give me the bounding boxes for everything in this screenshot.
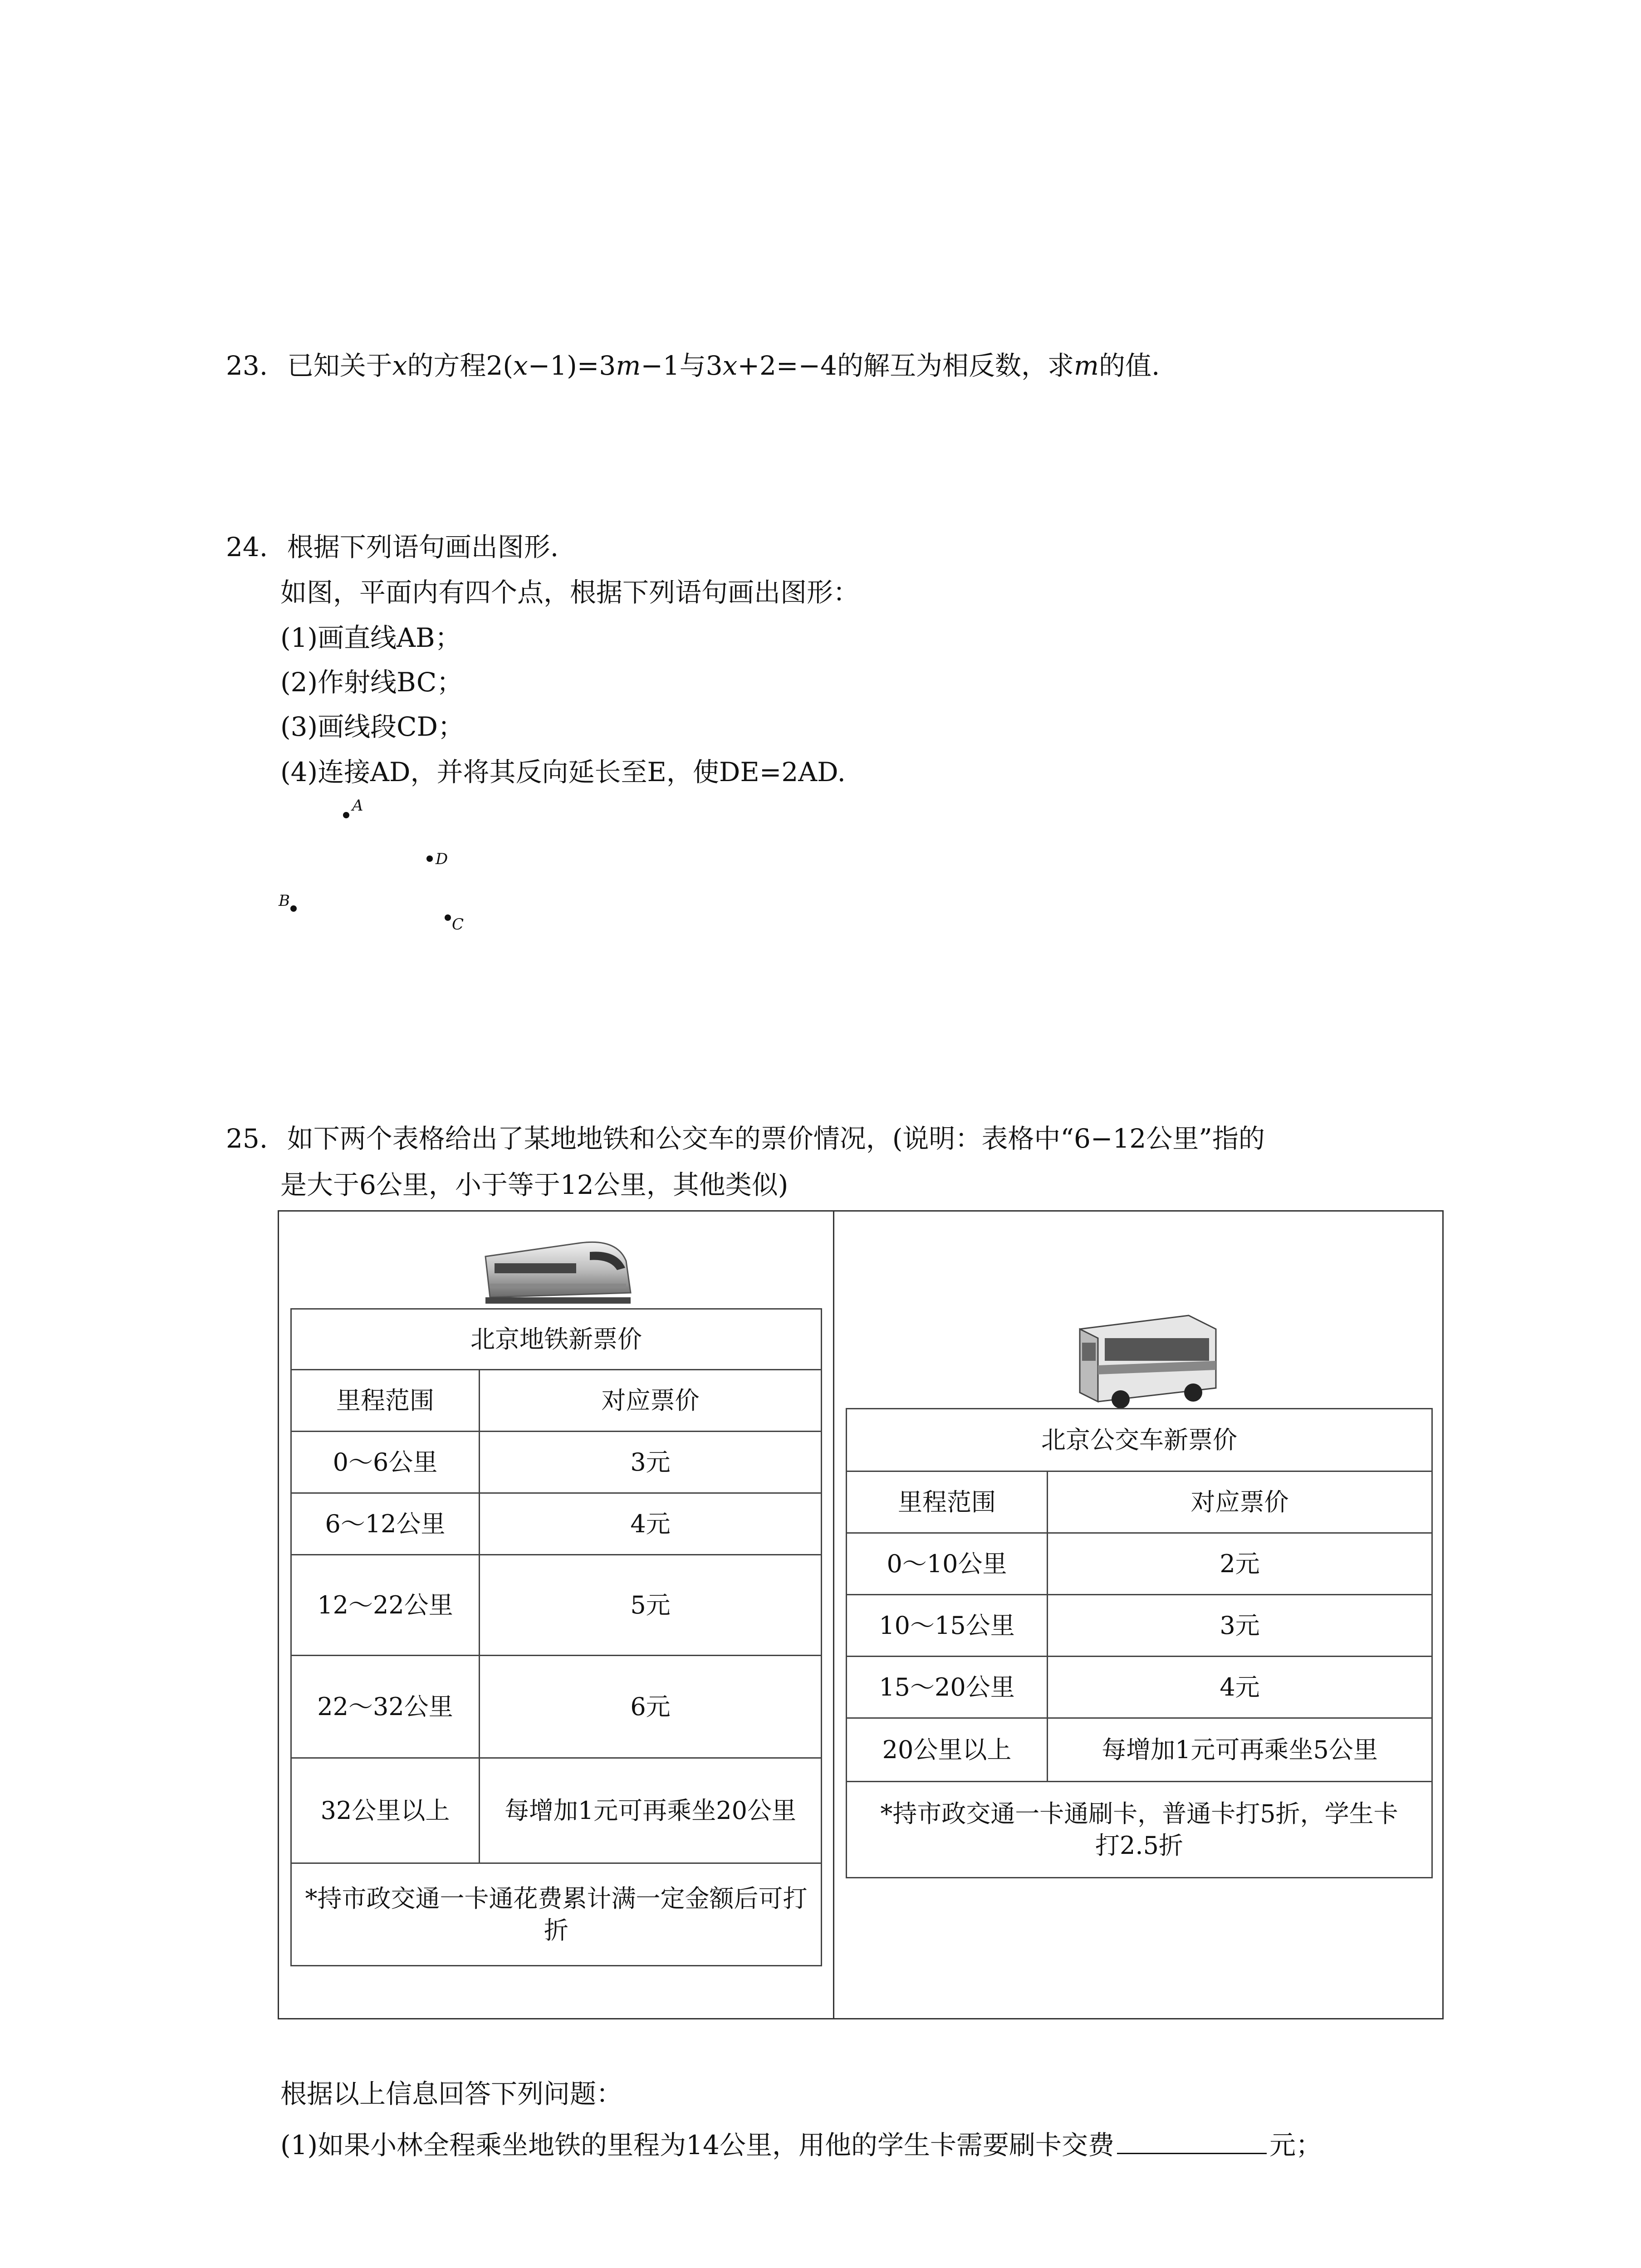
column-header: 对应票价 bbox=[480, 1370, 822, 1432]
column-header: 对应票价 bbox=[1048, 1471, 1432, 1533]
table-cell: 12～22公里 bbox=[291, 1555, 480, 1656]
point-b-dot bbox=[290, 905, 297, 912]
subway-fare-table bbox=[290, 1308, 822, 1966]
table-row bbox=[291, 1758, 822, 1863]
question-25-part-1: (1)如果小林全程乘坐地铁的里程为14公里，用他的学生卡需要刷卡交费 元； bbox=[280, 2127, 1322, 2161]
table-note: *持市政交通一卡通花费累计满一定金额后可打折 bbox=[291, 1863, 822, 1966]
point-d-dot bbox=[426, 855, 433, 862]
table-cell: 10～15公里 bbox=[847, 1595, 1048, 1657]
table-cell: 0～6公里 bbox=[291, 1432, 480, 1493]
table-row bbox=[291, 1555, 822, 1656]
answer-intro: 根据以上信息回答下列问题： bbox=[280, 2078, 623, 2109]
bus-fare-table bbox=[846, 1408, 1433, 1878]
question-number: 25. bbox=[226, 1123, 268, 1154]
table-cell: 5元 bbox=[480, 1555, 822, 1656]
question-25-line-1: 25. 如下两个表格给出了某地地铁和公交车的票价情况，(说明：表格中“6−12公里”指的 bbox=[226, 1123, 1265, 1154]
table-cell: 6元 bbox=[480, 1656, 822, 1758]
point-d-label: D bbox=[436, 850, 448, 868]
answer-blank[interactable] bbox=[1117, 2127, 1267, 2154]
question-24-step-1: (1)画直线AB； bbox=[280, 622, 461, 653]
bus-image bbox=[1071, 1311, 1225, 1411]
column-header: 里程范围 bbox=[847, 1471, 1048, 1533]
table-row bbox=[291, 1432, 822, 1493]
table-cell: 6～12公里 bbox=[291, 1493, 480, 1555]
table-cell: 22～32公里 bbox=[291, 1656, 480, 1758]
point-a-dot bbox=[343, 812, 349, 818]
question-24-step-3: (3)画线段CD； bbox=[280, 711, 465, 742]
question-24-title: 24. 根据下列语句画出图形. bbox=[226, 532, 559, 562]
point-c-dot bbox=[445, 914, 451, 921]
table-row bbox=[291, 1656, 822, 1758]
table-cell: 3元 bbox=[1048, 1595, 1432, 1657]
table-cell: 15～20公里 bbox=[847, 1657, 1048, 1718]
table-cell: 0～10公里 bbox=[847, 1533, 1048, 1595]
point-b-label: B bbox=[279, 892, 290, 910]
table-row bbox=[847, 1533, 1432, 1595]
table-title: 北京公交车新票价 bbox=[847, 1409, 1432, 1471]
point-a-label: A bbox=[352, 797, 363, 815]
question-number: 24. bbox=[226, 532, 268, 562]
table-row bbox=[847, 1595, 1432, 1657]
question-23: 23. 已知关于x的方程2(x−1)=3m−1与3x+2=−4的解互为相反数，求m的值. bbox=[226, 350, 1160, 381]
question-24-step-2: (2)作射线BC； bbox=[280, 667, 463, 698]
column-header: 里程范围 bbox=[291, 1370, 480, 1432]
table-row bbox=[291, 1493, 822, 1555]
table-row bbox=[847, 1718, 1432, 1782]
table-cell: 4元 bbox=[1048, 1657, 1432, 1718]
table-row bbox=[847, 1657, 1432, 1718]
subway-train-image bbox=[481, 1225, 635, 1311]
table-cell: 2元 bbox=[1048, 1533, 1432, 1595]
table-cell: 3元 bbox=[480, 1432, 822, 1493]
table-note: *持市政交通一卡通刷卡，普通卡打5折，学生卡打2.5折 bbox=[847, 1782, 1432, 1878]
fare-tables-divider bbox=[833, 1210, 834, 2019]
point-c-label: C bbox=[452, 915, 464, 934]
question-25-line-2: 是大于6公里，小于等于12公里，其他类似) bbox=[280, 1169, 789, 1200]
question-24-step-4: (4)连接AD，并将其反向延长至E，使DE=2AD. bbox=[280, 757, 846, 787]
table-title: 北京地铁新票价 bbox=[291, 1309, 822, 1370]
question-number: 23. bbox=[226, 350, 268, 381]
table-cell: 32公里以上 bbox=[291, 1758, 480, 1863]
question-24-intro: 如图，平面内有四个点，根据下列语句画出图形： bbox=[280, 577, 860, 608]
table-cell: 每增加1元可再乘坐5公里 bbox=[1048, 1718, 1432, 1782]
table-cell: 每增加1元可再乘坐20公里 bbox=[480, 1758, 822, 1863]
table-cell: 4元 bbox=[480, 1493, 822, 1555]
table-cell: 20公里以上 bbox=[847, 1718, 1048, 1782]
